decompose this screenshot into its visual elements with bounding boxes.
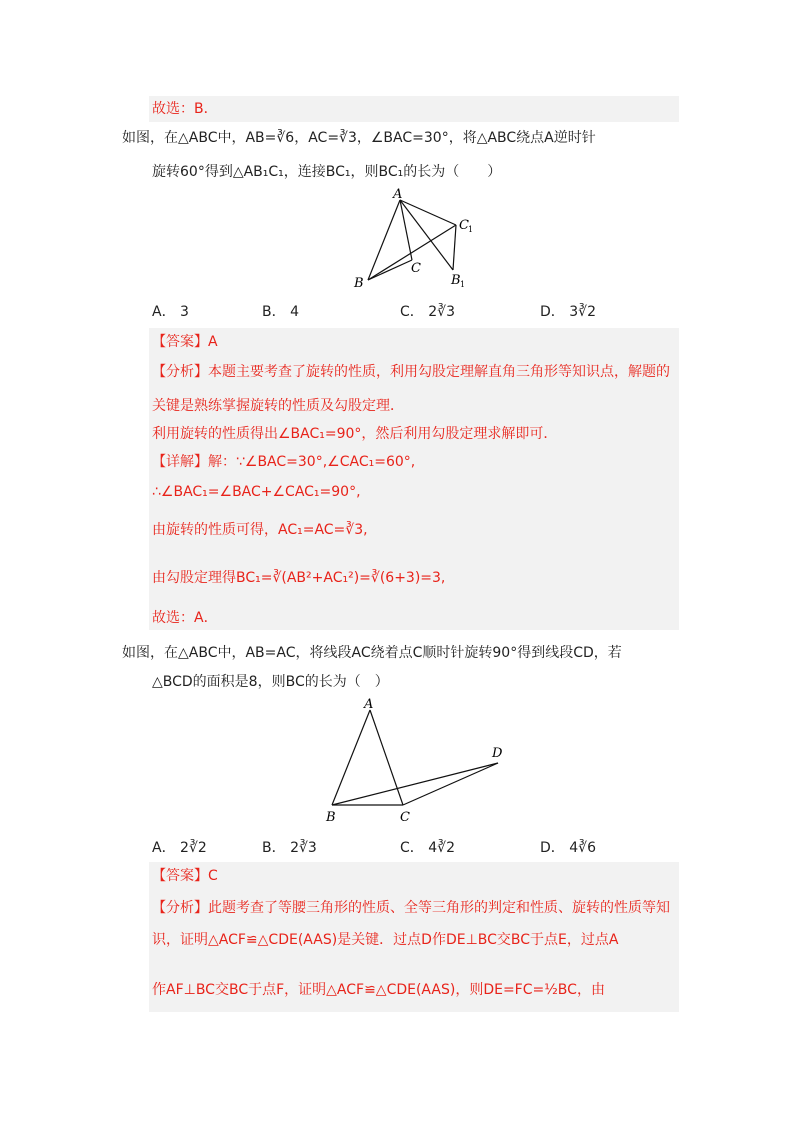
q3-label-d: D [492, 746, 503, 761]
q2-conclusion: 故选：A． [152, 610, 218, 626]
q3-stem-line2: △BCD的面积是8，则BC的长为（ ） [152, 674, 389, 690]
q2-detail-line1: 【详解】解：∵∠BAC=30°,∠CAC₁=60°, [152, 454, 416, 470]
q2-detail-line4: 由勾股定理得BC₁=∛(AB²+AC₁²)=∛(6+3)=3, [152, 570, 446, 586]
q2-label-c: C [411, 261, 421, 276]
q2-stem-line2: 旋转60°得到△AB₁C₁，连接BC₁，则BC₁的长为（ ） [152, 164, 502, 180]
q2-label-c1-sub: 1 [468, 225, 474, 234]
q2-option-b[interactable]: B． 4 [262, 304, 299, 320]
q3-analysis-line1: 【分析】此题考查了等腰三角形的性质、全等三角形的判定和性质、旋转的性质等知 [152, 900, 670, 916]
q2-figure [340, 185, 490, 290]
q2-answer: 【答案】A [152, 334, 218, 350]
q3-option-a[interactable]: A． 2∛2 [152, 840, 207, 856]
q2-label-b1: B [451, 273, 461, 288]
q2-label-b: B [354, 276, 364, 290]
q2-detail-line2: ∴∠BAC₁=∠BAC+∠CAC₁=90°, [152, 484, 361, 500]
q2-analysis-line2: 关键是熟练掌握旋转的性质及勾股定理． [152, 398, 404, 414]
q2-analysis-line1: 【分析】本题主要考查了旋转的性质，利用勾股定理解直角三角形等知识点，解题的 [152, 364, 670, 380]
q2-label-a: A [393, 187, 403, 202]
q2-option-d[interactable]: D． 3∛2 [540, 304, 596, 320]
q3-option-c[interactable]: C． 4∛2 [400, 840, 455, 856]
q2-analysis-line3: 利用旋转的性质得出∠BAC₁=90°，然后利用勾股定理求解即可． [152, 426, 558, 442]
q3-analysis-line3: 作AF⊥BC交BC于点F，证明△ACF≌△CDE(AAS)，则DE=FC=½BC，由 [152, 982, 605, 998]
q3-figure [320, 695, 510, 825]
q2-detail-line3: 由旋转的性质可得，AC₁=AC=∛3, [152, 522, 368, 538]
q3-stem-line1: 如图，在△ABC中，AB=AC，将线段AC绕着点C顺时针旋转90°得到线段CD，若 [122, 645, 622, 661]
q3-label-a: A [364, 697, 374, 712]
q2-label-c1: C [459, 218, 469, 233]
q3-option-b[interactable]: B． 2∛3 [262, 840, 317, 856]
q2-stem-line1: 如图，在△ABC中，AB=∛6，AC=∛3，∠BAC=30°，将△ABC绕点A逆时针 [122, 130, 596, 146]
q2-option-c[interactable]: C． 2∛3 [400, 304, 455, 320]
q2-option-a[interactable]: A． 3 [152, 304, 189, 320]
prev-conclusion: 故选：B． [152, 101, 218, 117]
q2-label-b1-sub: 1 [460, 280, 466, 289]
q3-answer: 【答案】C [152, 868, 218, 884]
q3-label-b: B [326, 810, 336, 825]
q3-option-d[interactable]: D． 4∛6 [540, 840, 596, 856]
q3-label-c: C [400, 810, 410, 825]
prev-solution-box [149, 96, 679, 122]
q3-analysis-line2: 识，证明△ACF≌△CDE(AAS)是关键．过点D作DE⊥BC交BC于点E，过点A [152, 932, 619, 948]
